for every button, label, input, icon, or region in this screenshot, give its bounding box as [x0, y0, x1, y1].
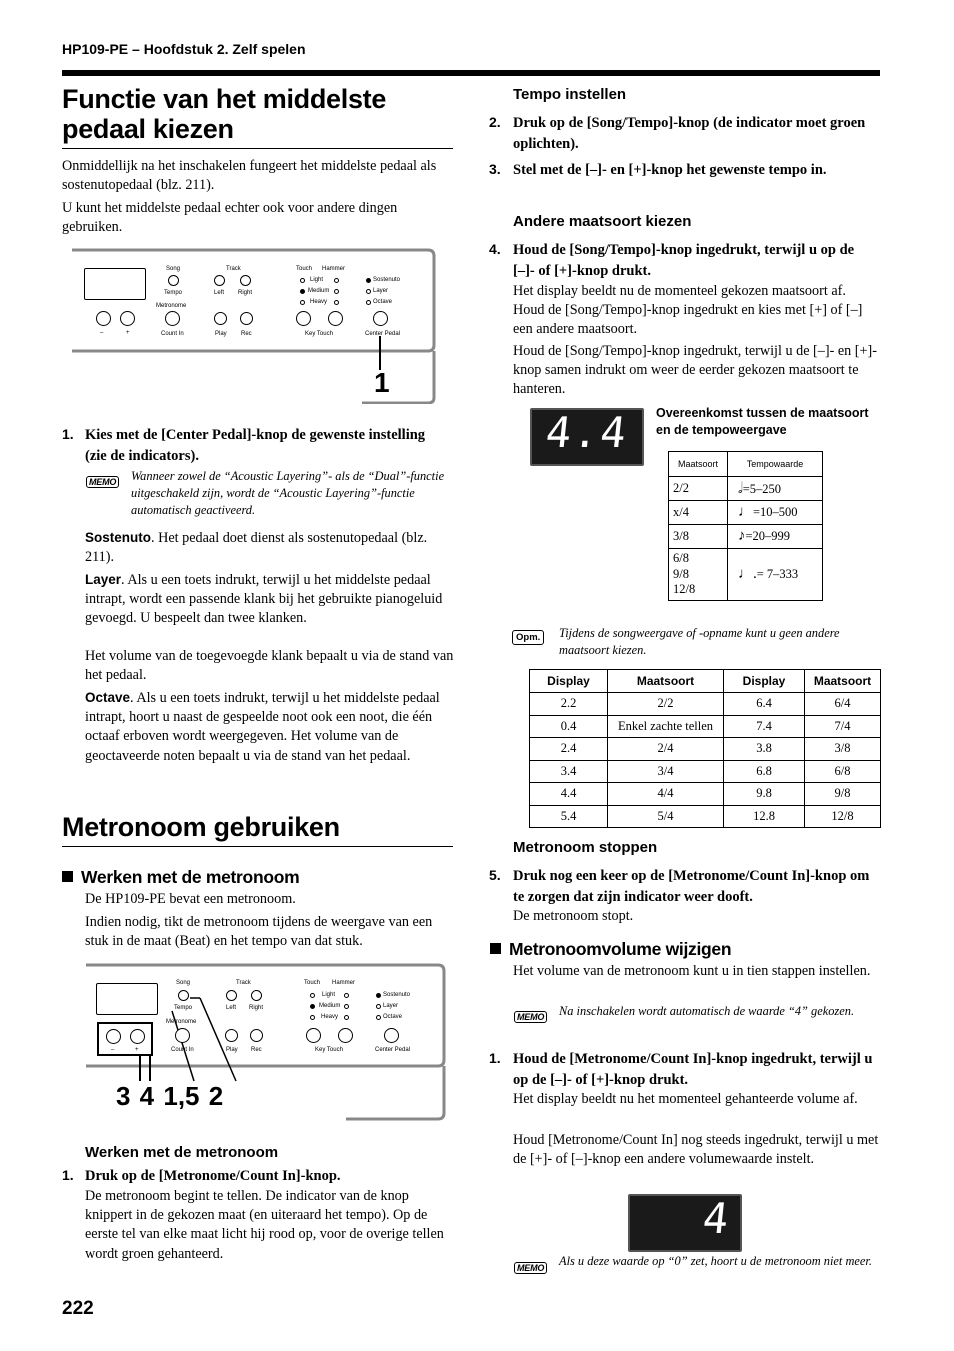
- sostenuto-indicator: [366, 278, 371, 283]
- memo-icon: MEMO: [514, 1262, 547, 1274]
- cell: 5.4: [530, 805, 608, 828]
- square-bullet-icon: [62, 871, 73, 882]
- intro-text-2: U kunt het middelste pedaal echter ook voor andere dingen gebruiken.: [62, 200, 398, 236]
- volume-intro: Het volume van de metronoom kunt u in tien stappen instellen.: [513, 963, 871, 979]
- label-song: Song: [166, 266, 181, 272]
- beat-cell: 6/8 9/8 12/8: [669, 549, 728, 601]
- label-medium: Medium: [319, 1003, 341, 1009]
- metronome-step-1: Druk op de [Metronome/Count In]-knop.: [85, 1168, 341, 1184]
- tempo-cell: [728, 477, 823, 501]
- tempo-cell: [728, 525, 823, 549]
- label-octave: Octave: [373, 299, 393, 305]
- layer-term: Layer: [85, 572, 122, 587]
- step-4-body-2: Houd de [Song/Tempo]-knop ingedrukt, terwijl u de [–]- en [+]-knop samen indrukt om weer de eerder gekozen maatsoort te hanteren.: [513, 343, 877, 398]
- table-row: [530, 715, 881, 738]
- tempo-cell: [728, 501, 823, 525]
- beat-table-header: [530, 670, 881, 693]
- label-play: Play: [215, 331, 227, 337]
- step-number: 5.: [489, 867, 501, 883]
- table-row: [530, 693, 881, 716]
- label-center-pedal: Center Pedal: [375, 1047, 411, 1053]
- callout-step-1: 1: [374, 367, 390, 398]
- beat-cell: 3/8: [669, 525, 728, 549]
- label-sostenuto: Sostenuto: [383, 992, 411, 998]
- lcd-volume-value: 4: [700, 1194, 731, 1243]
- label-touch: Touch: [296, 266, 313, 272]
- heavy-indicator: [300, 300, 305, 305]
- label-touch: Touch: [304, 980, 321, 986]
- label-track: Track: [226, 266, 241, 272]
- tempo-value: = 7–333: [756, 567, 799, 581]
- hammer-light-indicator: [334, 278, 339, 283]
- lcd-display-beat: [530, 408, 644, 466]
- label-hammer: Hammer: [332, 980, 356, 986]
- tempo-value: =10–500: [753, 505, 798, 519]
- left-track-button[interactable]: [226, 990, 237, 1001]
- label-song: Song: [176, 980, 191, 986]
- memo-icon: MEMO: [514, 1011, 547, 1023]
- table-row: [669, 525, 823, 549]
- label-octave: Octave: [383, 1014, 403, 1020]
- octave-desc: . Als u een toets indrukt, terwijl u het middelste pedaal intrapt, hoort u naast de gespeelde noot ook een noot, die één octaaf erboven wordt weergegeven. Het volume van de geoctaveerde noten bepaalt u via de stand van het pedaal.: [85, 690, 440, 764]
- cell: 6/8: [805, 760, 881, 783]
- octave-term: Octave: [85, 690, 131, 705]
- tempo-subhead: Tempo instellen: [513, 86, 627, 103]
- lcd-display-volume: [628, 1194, 742, 1252]
- cell: 9/8: [805, 783, 881, 806]
- subsection-title-text: Metronoomvolume wijzigen: [509, 939, 732, 959]
- label-plus: +: [126, 330, 130, 336]
- intro-text-1: Onmiddellijk na het inschakelen fungeert het middelste pedaal als sostenutopedaal (blz. 211).: [62, 158, 437, 194]
- eighth-note-icon: ♪: [738, 528, 746, 544]
- step-5-text: Druk nog een keer op de [Metronome/Count In]-knop om te zorgen dat zijn indicator weer dooft.: [513, 868, 870, 905]
- metronome-subhead: Werken met de metronoom: [85, 1144, 279, 1161]
- square-bullet-icon: [490, 943, 501, 954]
- label-layer: Layer: [373, 288, 389, 294]
- center-pedal-button[interactable]: [384, 1028, 399, 1043]
- song-tempo-button[interactable]: [168, 275, 179, 286]
- title-line-2: pedaal kiezen: [62, 114, 234, 144]
- metronome-button[interactable]: [165, 311, 180, 326]
- hammer-heavy-indicator: [344, 1015, 349, 1020]
- label-hammer: Hammer: [322, 266, 346, 272]
- table-caption: Overeenkomst tussen de maatsoort en de tempoweergave: [656, 406, 869, 437]
- volume-memo-2-text: Als u deze waarde op “0” zet, hoort u de metronoom niet meer.: [559, 1254, 872, 1268]
- lcd-display-outline-2: [96, 983, 158, 1015]
- label-count-in: Count In: [161, 331, 184, 337]
- medium-indicator: [310, 1004, 315, 1009]
- step-4-body-1: Het display beeldt nu de momenteel gekozen maatsoort af. Houd de [Song/Tempo]-knop ingedrukt en kies met [+] of [–] een andere maatsoort.: [513, 283, 863, 338]
- sostenuto-indicator: [376, 993, 381, 998]
- layer-volume-text: Het volume van de toegevoegde klank bepaalt u via de stand van het pedaal.: [85, 648, 454, 684]
- stop-subhead: Metronoom stoppen: [513, 839, 658, 856]
- cell: 4/4: [608, 783, 724, 806]
- cell: 9.8: [724, 783, 805, 806]
- dotted-quarter-note-icon: ♩.: [738, 566, 757, 582]
- label-light: Light: [322, 992, 336, 998]
- cell: 5/4: [608, 805, 724, 828]
- cell: 4.4: [530, 783, 608, 806]
- memo-icon: MEMO: [86, 476, 119, 488]
- step-number: 3.: [489, 161, 501, 177]
- table-row: [530, 760, 881, 783]
- label-track: Track: [236, 980, 251, 986]
- volume-step-1-body-1: Het display beeldt nu het momenteel gehanteerde volume af.: [513, 1091, 858, 1107]
- tempo-table-header: [669, 452, 823, 477]
- header-display: Display: [530, 670, 608, 693]
- callout-steps: 3 4 1,5 2: [116, 1081, 224, 1111]
- octave-indicator: [366, 300, 371, 305]
- header-tempowaarde: Tempowaarde: [728, 452, 823, 477]
- minus-button[interactable]: [96, 311, 111, 326]
- step-5-body: De metronoom stopt.: [513, 908, 634, 924]
- beat-cell: x/4: [669, 501, 728, 525]
- step-3-text: Stel met de [–]- en [+]-knop het gewenste tempo in.: [513, 162, 827, 178]
- title-rule: [62, 148, 453, 149]
- header-maatsoort: Maatsoort: [608, 670, 724, 693]
- play-button[interactable]: [225, 1029, 238, 1042]
- metronome-button[interactable]: [175, 1028, 190, 1043]
- plus-button[interactable]: [120, 311, 135, 326]
- quarter-note-icon: ♩: [738, 504, 753, 520]
- lcd-beat-value: 4.4: [543, 408, 631, 457]
- tempo-table: [668, 451, 823, 601]
- sostenuto-paragraph: [85, 528, 455, 567]
- opm-text: Tijdens de songweergave of -opname kunt u geen andere maatsoort kiezen.: [559, 626, 840, 657]
- label-count-in: Count In: [171, 1047, 194, 1053]
- cell: 6.8: [724, 760, 805, 783]
- beat-display-table: [529, 669, 881, 828]
- metronome-intro-2: Indien nodig, tikt de metronoom tijdens de weergave van een stuk in de maat (Beat) en het tempo van dat stuk.: [85, 914, 433, 950]
- label-right: Right: [249, 1005, 264, 1011]
- step-4-text: Houd de [Song/Tempo]-knop ingedrukt, terwijl u op de [–]- of [+]-knop drukt.: [513, 242, 855, 279]
- cell: 3/8: [805, 738, 881, 761]
- right-track-button[interactable]: [251, 990, 262, 1001]
- page-number: 222: [62, 1298, 94, 1319]
- memo-text: Wanneer zowel de “Acoustic Layering”- als de “Dual”-functie uitgeschakeld zijn, wordt de “Acoustic Layering”-functie automatisch geactiveerd.: [131, 469, 445, 517]
- table-row: [530, 805, 881, 828]
- beat-subhead: Andere maatsoort kiezen: [513, 213, 692, 230]
- light-indicator: [310, 993, 315, 998]
- plus-button[interactable]: [130, 1029, 145, 1044]
- song-tempo-button[interactable]: [178, 990, 189, 1001]
- layer-indicator: [376, 1004, 381, 1009]
- label-minus: –: [111, 1047, 115, 1053]
- key-touch-plus-button[interactable]: [338, 1028, 353, 1043]
- cell: Enkel zachte tellen: [608, 715, 724, 738]
- label-heavy: Heavy: [321, 1014, 339, 1020]
- step-number: 1.: [62, 1167, 74, 1183]
- label-center-pedal: Center Pedal: [365, 331, 401, 337]
- step-number: 4.: [489, 241, 501, 257]
- header-maatsoort: Maatsoort: [805, 670, 881, 693]
- tempo-value: =20–999: [745, 529, 791, 543]
- page-header: HP109-PE – Hoofdstuk 2. Zelf spelen: [62, 41, 306, 57]
- title-rule-2: [62, 846, 453, 847]
- panel-diagram-center-pedal: [72, 248, 436, 404]
- table-row: [530, 738, 881, 761]
- cell: 12/8: [805, 805, 881, 828]
- subsection-title-volume: [490, 939, 731, 960]
- cell: 3.8: [724, 738, 805, 761]
- cell: 2/4: [608, 738, 724, 761]
- hammer-light-indicator: [344, 993, 349, 998]
- cell: 2.2: [530, 693, 608, 716]
- metronome-intro-1: De HP109-PE bevat een metronoom.: [85, 891, 296, 907]
- hammer-medium-indicator: [344, 1004, 349, 1009]
- volume-step-1-body-2: Houd [Metronome/Count In] nog steeds ingedrukt, terwijl u met de [+]- of [–]-knop een andere volumewaarde instelt.: [513, 1132, 879, 1168]
- step-1-text: Kies met de [Center Pedal]-knop de gewenste instelling (zie de indicators).: [85, 427, 426, 464]
- step-number: 1.: [489, 1050, 501, 1066]
- heavy-indicator: [310, 1015, 315, 1020]
- header-rule: [62, 70, 880, 76]
- cell: 6.4: [724, 693, 805, 716]
- light-indicator: [300, 278, 305, 283]
- hammer-medium-indicator: [334, 289, 339, 294]
- key-touch-minus-button[interactable]: [296, 311, 311, 326]
- title-line-1: Functie van het middelste: [62, 84, 387, 114]
- header-display: Display: [724, 670, 805, 693]
- label-metronome: Metronome: [156, 303, 187, 309]
- tempo-cell: [728, 549, 823, 601]
- label-sostenuto: Sostenuto: [373, 277, 401, 283]
- label-light: Light: [310, 277, 324, 283]
- hammer-heavy-indicator: [334, 300, 339, 305]
- cell: 2/2: [608, 693, 724, 716]
- cell: 6/4: [805, 693, 881, 716]
- label-tempo: Tempo: [174, 1005, 193, 1011]
- sostenuto-desc: . Het pedaal doet dienst als sostenutopedaal (blz. 211).: [85, 530, 428, 566]
- table-row: [530, 783, 881, 806]
- octave-indicator: [376, 1015, 381, 1020]
- label-tempo: Tempo: [164, 290, 183, 296]
- cell: 2.4: [530, 738, 608, 761]
- step-number: 1.: [62, 426, 74, 442]
- table-row: [669, 477, 823, 501]
- label-rec: Rec: [251, 1047, 262, 1053]
- table-row: [669, 549, 823, 601]
- label-rec: Rec: [241, 331, 252, 337]
- layer-paragraph: [85, 570, 455, 629]
- label-medium: Medium: [308, 288, 330, 294]
- subsection-title-metronome: [62, 867, 299, 888]
- cell: 3/4: [608, 760, 724, 783]
- subsection-title-text: Werken met de metronoom: [81, 867, 300, 887]
- table-row: [669, 501, 823, 525]
- label-left: Left: [226, 1005, 237, 1011]
- volume-memo-text: Na inschakelen wordt automatisch de waarde “4” gekozen.: [559, 1004, 855, 1018]
- lcd-display-outline: [84, 268, 146, 300]
- minus-button[interactable]: [106, 1029, 121, 1044]
- center-pedal-button[interactable]: [373, 311, 388, 326]
- layer-desc: . Als u een toets indrukt, terwijl u het middelste pedaal intrapt, wordt een passende klank bij het gebruikte pianogeluid gevoegd. U bespeelt dan twee klanken.: [85, 572, 443, 627]
- octave-paragraph: [85, 688, 455, 766]
- right-track-button[interactable]: [240, 275, 251, 286]
- volume-step-1: Houd de [Metronome/Count In]-knop ingedrukt, terwijl u op de [–]- of [+]-knop drukt.: [513, 1051, 873, 1088]
- beat-cell: 2/2: [669, 477, 728, 501]
- cell: 7/4: [805, 715, 881, 738]
- half-note-icon: 𝅗𝅥: [738, 480, 743, 497]
- metronome-step-1-body: De metronoom begint te tellen. De indicator van de knop knippert in de gekozen maat (en uiteraard het tempo). Op de eerste tel van elke maat licht hij rood op, voor de overige tellen wordt groen gehanteerd.: [85, 1188, 444, 1262]
- tempo-value: =5–250: [742, 481, 782, 496]
- label-layer: Layer: [383, 1003, 399, 1009]
- label-plus: +: [135, 1047, 139, 1053]
- sostenuto-term: Sostenuto: [85, 530, 151, 545]
- cell: 0.4: [530, 715, 608, 738]
- panel-diagram-metronome: [86, 963, 448, 1123]
- label-key-touch: Key Touch: [315, 1047, 343, 1053]
- step-2-text: Druk op de [Song/Tempo]-knop (de indicator moet groen oplichten).: [513, 115, 866, 152]
- header-maatsoort: Maatsoort: [669, 452, 728, 477]
- layer-indicator: [366, 289, 371, 294]
- label-left: Left: [214, 290, 225, 296]
- label-play: Play: [226, 1047, 238, 1053]
- label-key-touch: Key Touch: [305, 331, 333, 337]
- cell: 7.4: [724, 715, 805, 738]
- section-title-center-pedal: [62, 84, 386, 144]
- cell: 3.4: [530, 760, 608, 783]
- key-touch-plus-button[interactable]: [328, 311, 343, 326]
- cell: 12.8: [724, 805, 805, 828]
- label-right: Right: [238, 290, 253, 296]
- rec-button[interactable]: [240, 312, 253, 325]
- label-minus: –: [100, 330, 104, 336]
- play-button[interactable]: [214, 312, 227, 325]
- left-track-button[interactable]: [214, 275, 225, 286]
- opm-note-icon: Opm.: [512, 630, 544, 645]
- rec-button[interactable]: [250, 1029, 263, 1042]
- step-number: 2.: [489, 114, 501, 130]
- key-touch-minus-button[interactable]: [306, 1028, 321, 1043]
- medium-indicator: [300, 289, 305, 294]
- label-heavy: Heavy: [310, 299, 328, 305]
- label-metronome: Metronome: [166, 1019, 197, 1025]
- section-title-metronome: Metronoom gebruiken: [62, 812, 340, 842]
